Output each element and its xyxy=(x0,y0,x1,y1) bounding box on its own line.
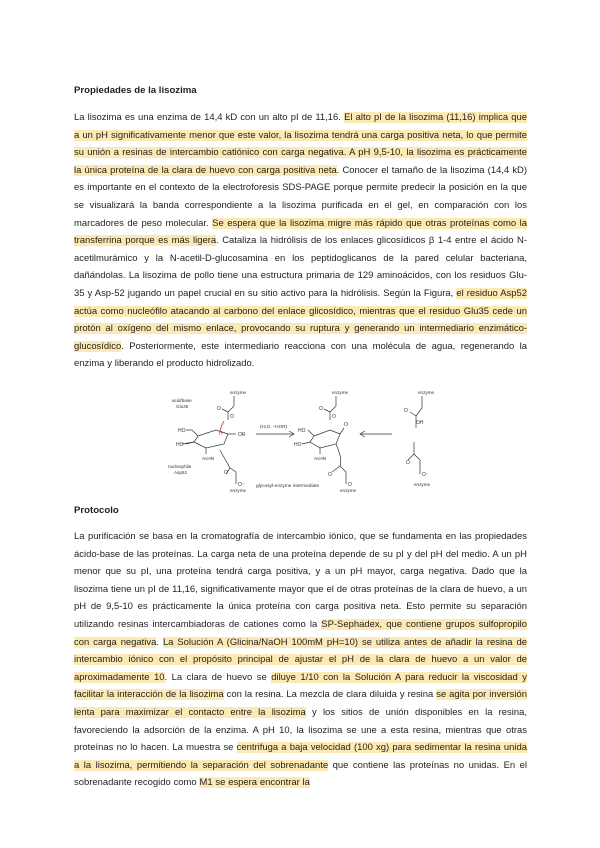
svg-text:OR: OR xyxy=(238,432,246,438)
label-acid-base: acid/base xyxy=(172,398,192,403)
svg-text:O: O xyxy=(332,414,336,420)
label-asp52: Asp52 xyxy=(174,470,188,475)
paragraph-propiedades xyxy=(74,109,527,373)
label-enzyme-bottom-middle: enzyme xyxy=(340,488,357,493)
figure-caption: glycosyl-enzyme intermediate xyxy=(256,484,320,489)
label-achn-left: AcHN xyxy=(202,456,214,461)
label-enzyme-top-middle: enzyme xyxy=(332,390,349,395)
label-achn-middle: AcHN xyxy=(314,456,326,461)
section-title-propiedades: Propiedades de la lisozima xyxy=(74,85,197,96)
svg-text:HO: HO xyxy=(294,442,302,448)
svg-text:O: O xyxy=(230,414,234,420)
text-run: y los sitios de unión disponibles en la resina, favoreciendo la adsorción de la enzima. A pH 10, la lisozima se une a esta resina, mientras que otras proteínas no lo hacen. La muestra se xyxy=(74,706,527,754)
section-title-protocolo: Protocolo xyxy=(74,505,119,516)
svg-text:O: O xyxy=(319,406,323,412)
label-glu35: Glu35 xyxy=(176,404,189,409)
text-run: . xyxy=(156,636,163,648)
svg-text:HO: HO xyxy=(298,428,306,434)
svg-text:O: O xyxy=(328,472,332,478)
highlighted-text: centrifuga a baja velocidad (100 xg) para sedimentar la resina unida a la lisozima, permitiendo la separación del sobrenadante xyxy=(74,742,527,771)
svg-text:O: O xyxy=(348,482,352,488)
svg-text:O: O xyxy=(224,470,228,476)
svg-text:O: O xyxy=(344,422,348,428)
svg-text:O: O xyxy=(404,408,408,414)
text-run: con la resina. La mezcla de clara diluida y resina xyxy=(223,689,437,701)
highlighted-text: El alto pI de la lisozima (11,16) implica que a un pH significativamente menor que este valor, la lisozima tendrá una carga positiva neta, lo que permite su unión a resinas de intercambio catiónico con carga negativa. A pH 9,5-10, la lisozima es prácticamente la única proteína de la clara de huevo con carga positiva neta xyxy=(74,112,527,176)
label-enzyme-top-right: enzyme xyxy=(418,390,435,395)
mechanism-diagram xyxy=(164,388,454,494)
text-run: La lisozima es una enzima de 14,4 kD con un alto pI de 11,16. xyxy=(74,112,345,123)
svg-text:HO: HO xyxy=(176,442,184,448)
svg-text:O: O xyxy=(217,406,221,412)
label-reagents: (H₂O, –HOR) xyxy=(260,424,288,429)
highlighted-text: diluye 1/10 con la Solución A para reducir la viscosidad y facilitar la interacción de la lisozima xyxy=(74,671,527,701)
highlighted-text: La Solución A (Glicina/NaOH 100mM pH=10) se utiliza antes de añadir la resina de intercambio iónico con el propósito principal de ajustar el pH de la clara de huevo a un valor de aproximadamente 10 xyxy=(74,636,527,683)
svg-text:H: H xyxy=(219,431,223,437)
svg-text:O⁻: O⁻ xyxy=(238,482,245,488)
text-run: . Conocer el tamaño de la lisozima (14,4 kD) es importante en el contexto de la electroforesis SDS-PAGE porque permite predecir la posición en la que se visualizará la banda correspondiente a la lisozima purificada en el gel, en comparación con los marcadores de peso molecular. xyxy=(74,164,528,229)
label-enzyme-top-left: enzyme xyxy=(230,390,247,395)
svg-text:OH: OH xyxy=(416,420,424,426)
svg-text:HO: HO xyxy=(178,428,186,434)
text-run: . Cataliza la hidrólisis de los enlaces glicosídicos β 1-4 entre el ácido N-acetilmurámico y la N-acetil-D-glucosamina en los peptidoglicanos de la pared celular bacteriana, dañándolas. La lisozima de pollo tiene una estructura primaria de 129 aminoácidos, con los residuos Glu-35 y Asp-52 jugando un papel crucial en su sitio activo para la hidrólisis. Según la Figura, xyxy=(74,235,527,299)
label-nucleophile: nucleophile xyxy=(168,464,192,469)
lysozyme-mechanism-figure xyxy=(164,388,454,494)
paragraph-protocolo xyxy=(74,528,527,792)
highlighted-text: se agita por inversión lenta para maximizar el contacto entre la lisozima xyxy=(74,689,527,718)
highlighted-text: el residuo Asp52 actúa como nucleófilo atacando al carbono del enlace glicosídico, mientras que el residuo Glu35 cede un protón al oxígeno del mismo enlace, provocando su ruptura y generando un intermediario enzimático-glucosídico xyxy=(74,287,527,352)
text-run: que contiene las proteínas no unidas. En el sobrenadante recogido como xyxy=(74,759,527,789)
label-enzyme-bottom-left: enzyme xyxy=(230,488,247,493)
text-run: . Posteriormente, este intermediario reacciona con una molécula de agua, regenerando la enzima y liberando el producto hidrolizado. xyxy=(74,340,527,370)
svg-text:O: O xyxy=(406,460,410,466)
svg-text:O⁻: O⁻ xyxy=(422,472,429,478)
highlighted-text: SP-Sephadex, que contiene grupos sulfopropilo con carga negativa xyxy=(74,618,528,648)
highlighted-text: M1 se espera encontrar la xyxy=(199,777,310,789)
label-enzyme-bottom-right: enzyme xyxy=(414,482,431,487)
text-run: La purificación se basa en la cromatografía de intercambio iónico, que se fundamenta en las propiedades ácido-base de las proteínas. La carga neta de una proteína depende de su pI y del pH del medio. A un pH menor que su pI, una proteína tendrá carga positiva, y a un pH mayor, carga negativa. Dado que la lisozima tiene un pI de 11,16, significativamente mayor que el de otras proteínas de la clara de huevo, a un pH de 9,5-10 es prácticamente la única proteína con carga positiva neta. Esto permite su separación utilizando resinas intercambiadoras de cationes como la xyxy=(74,531,527,630)
text-run: . La clara de huevo se xyxy=(164,671,272,683)
highlighted-text: Se espera que la lisozima migre más rápido que otras proteínas como la transferrina porque es más ligera xyxy=(74,217,527,247)
